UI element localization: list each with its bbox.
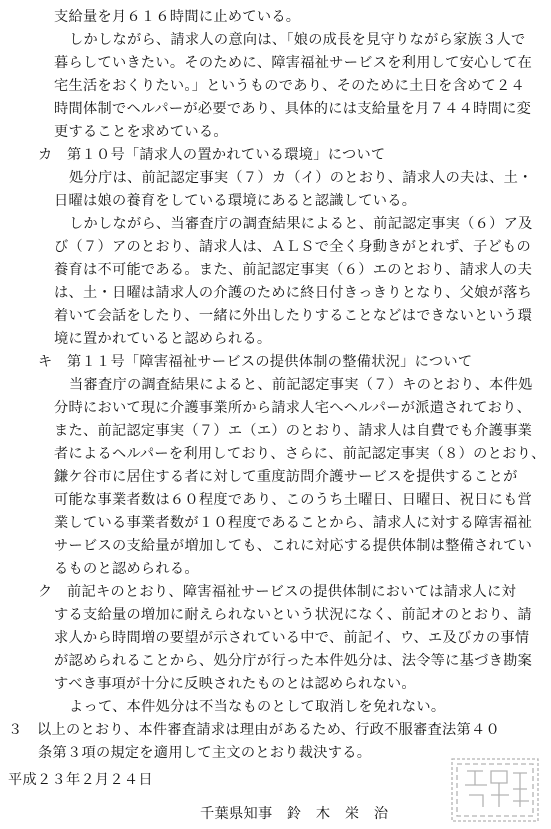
section-heading: キ 第１１号「障害福祉サービスの提供体制の整備状況」について — [38, 354, 473, 370]
text-line: 暮らしていきたい。そのために、障害福祉サービスを利用して安心して在 — [54, 55, 533, 71]
text-line: また、前記認定事実（７）エ（エ）のとおり、請求人は自費でも介護事業 — [54, 423, 533, 439]
text-line: 境に置かれていると認められる。 — [54, 331, 272, 347]
text-line: 支給量を月６１６時間に止めている。 — [54, 9, 301, 25]
text-line: び（７）アのとおり、請求人は、ＡＬＳで全く身動きがとれず、子どもの — [54, 239, 531, 255]
text-line: する支給量の増加に耐えられないという状況になく、前記オのとおり、請 — [54, 607, 532, 623]
text-line: 分時において現に介護事業所から請求人宅へヘルパーが派遣されており、 — [54, 400, 532, 416]
signature: 千葉県知事 鈴 木 栄 治 — [200, 806, 389, 822]
text-line: 業している事業者数が１０程度であることから、請求人に対する障害福祉 — [54, 515, 533, 531]
text-line: 着いて会話をしたり、一緒に外出したりすることなどはできないという環 — [54, 308, 533, 324]
text-line: 鎌ケ谷市に居住する者に対して重度訪問介護サービスを提供することが — [54, 469, 518, 485]
text-line: しかしながら、当審査庁の調査結果によると、前記認定事実（６）ア及 — [69, 216, 533, 232]
text-line: 条第３項の規定を適用して主文のとおり裁決する。 — [38, 745, 372, 761]
text-line: 更することを求めている。 — [54, 124, 228, 140]
section-heading: ク 前記キのとおり、障害福祉サービスの提供体制においては請求人に対 — [38, 584, 517, 600]
text-line: 時間体制でヘルパーが必要であり、具体的には支給量を月７４４時間に変 — [54, 101, 532, 117]
text-line: サービスの支給量が増加しても、これに対応する提供体制は整備されてい — [54, 538, 533, 554]
text-line: 養育は不可能である。また、前記認定事実（６）エのとおり、請求人の夫 — [54, 262, 533, 278]
text-line: 宅生活をおくりたい。」というものであり、そのために土日を含めて２４ — [54, 78, 525, 94]
text-line: しかしながら、請求人の意向は、「娘の成長を見守りながら家族３人で — [69, 32, 526, 48]
text-line: 者によるヘルパーを利用しており、さらに、前記認定事実（８）のとおり、 — [54, 446, 546, 462]
text-line: 当審査庁の調査結果によると、前記認定事実（７）キのとおり、本件処 — [69, 377, 533, 393]
text-line: すべき事項が十分に反映されたものとは認められない。 — [54, 676, 416, 692]
text-line: 日曜は娘の養育をしている環境にあると認識している。 — [54, 193, 417, 209]
text-line: は、土・日曜は請求人の介護のために終日付きっきりとなり、父娘が落ち — [54, 285, 533, 301]
section-heading: カ 第１０号「請求人の置かれている環境」について — [38, 147, 386, 163]
section-heading: ３ 以上のとおり、本件審査請求は理由があるため、行政不服審査法第４０ — [8, 722, 501, 738]
text-line: よって、本件処分は不当なものとして取消しを免れない。 — [69, 699, 446, 715]
text-line: が認められることから、処分庁が行った本件処分は、法令等に基づき勘案 — [54, 653, 533, 669]
text-line: 求人から時間増の要望が示されている中で、前記イ、ウ、エ及びカの事情 — [54, 630, 530, 646]
text-line: 処分庁は、前記認定事実（７）カ（イ）のとおり、請求人の夫は、土・ — [69, 170, 533, 186]
official-seal-stamp — [447, 755, 543, 825]
text-line: るものと認められる。 — [54, 561, 199, 577]
document-date: 平成２３年２月２４日 — [8, 772, 153, 788]
text-line: 可能な事業者数は６０程度であり、このうち土曜日、日曜日、祝日にも営 — [54, 492, 533, 508]
